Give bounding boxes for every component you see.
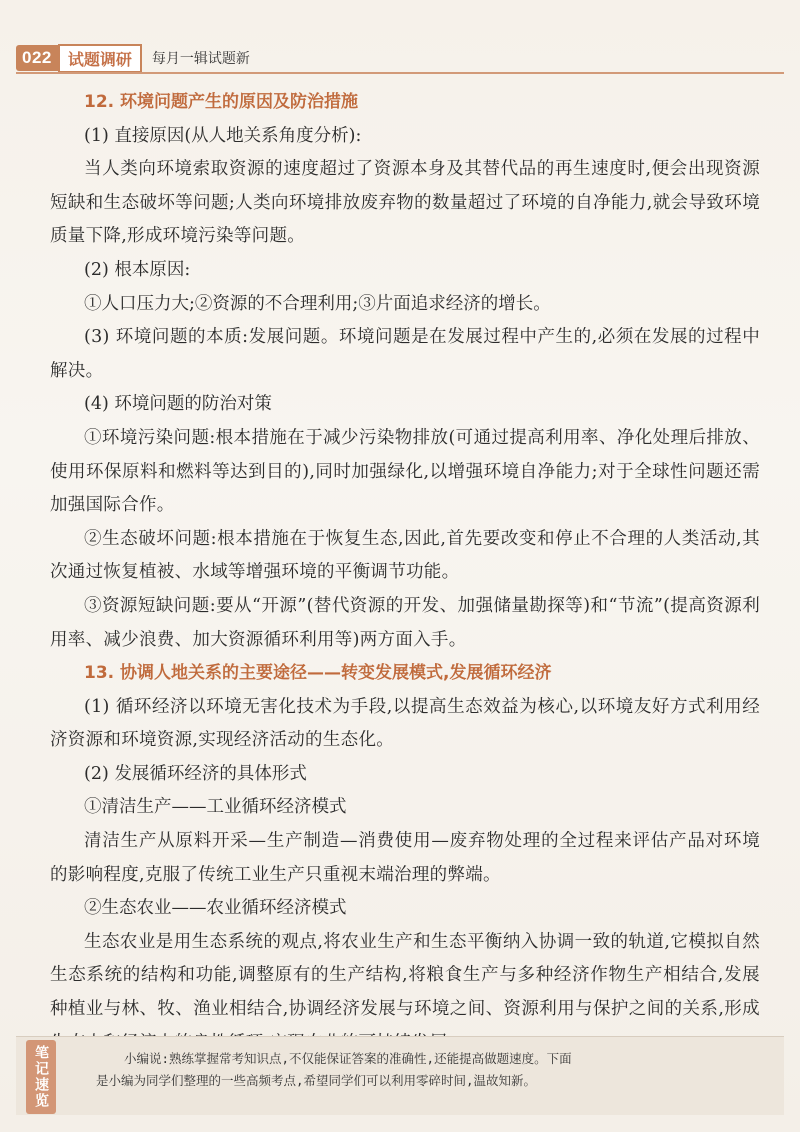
- page-header: [16, 44, 250, 72]
- paragraph: 清洁生产从原料开采—生产制造—消费使用—废弃物处理的全过程来评估产品对环境的影响程度,克服了传统工业生产只重视末端治理的弊端。: [50, 831, 760, 885]
- paragraph: 当人类向环境索取资源的速度超过了资源本身及其替代品的再生速度时,便会出现资源短缺和生态破坏等问题;人类向环境排放废弃物的数量超过了环境的自净能力,就会导致环境质量下降,形成环境污染等问题。: [50, 159, 760, 247]
- paragraph: ③资源短缺问题:要从“开源”(替代资源的开发、加强储量勘探等)和“节流”(提高资源利用率、减少浪费、加大资源循环利用等)两方面入手。: [50, 595, 760, 650]
- article-body: [50, 86, 760, 1060]
- paragraph: (4) 环境问题的防治对策: [84, 394, 272, 415]
- heading-13: 13. 协调人地关系的主要途径——转变发展模式,发展循环经济: [84, 663, 552, 684]
- notes-text: [96, 1048, 756, 1092]
- section-title: 试题调研: [58, 44, 142, 73]
- paragraph: ②生态破坏问题:根本措施在于恢复生态,因此,首先要改变和停止不合理的人类活动,其次通过恢复植被、水域等增强环境的平衡调节功能。: [50, 528, 760, 583]
- header-divider: [16, 72, 784, 74]
- paragraph: (3) 环境问题的本质:发展问题。环境问题是在发展过程中产生的,必须在发展的过程中解决。: [50, 327, 760, 381]
- paragraph: ①环境污染问题:根本措施在于减少污染物排放(可通过提高利用率、净化处理后排放、使用环保原料和燃料等达到目的),同时加强绿化,以增强环境自净能力;对于全球性问题还需加强国际合作。: [50, 427, 760, 516]
- note-line-1: 小编说:熟练掌握常考知识点,不仅能保证答案的准确性,还能提高做题速度。下面: [124, 1051, 572, 1066]
- paragraph: ②生态农业——农业循环经济模式: [84, 898, 347, 919]
- paragraph: (2) 发展循环经济的具体形式: [84, 763, 307, 784]
- paragraph: (2) 根本原因:: [84, 259, 191, 280]
- paragraph: ①人口压力大;②资源的不合理利用;③片面追求经济的增长。: [84, 293, 551, 314]
- page-number: 022: [16, 45, 58, 71]
- note-line-2: 是小编为同学们整理的一些高频考点,希望同学们可以利用零碎时间,温故知新。: [96, 1073, 537, 1088]
- heading-12: 12. 环境问题产生的原因及防治措施: [84, 92, 359, 112]
- paragraph: ①清洁生产——工业循环经济模式: [84, 797, 347, 818]
- series-title: 每月一辑试题新: [151, 51, 250, 67]
- paragraph: (1) 循环经济以环境无害化技术为手段,以提高生态效益为核心,以环境友好方式利用经济资源和环境资源,实现经济活动的生态化。: [50, 696, 760, 751]
- notes-tag: 笔记速览: [26, 1040, 56, 1114]
- paragraph: (1) 直接原因(从人地关系角度分析):: [84, 125, 362, 146]
- paragraph: 生态农业是用生态系统的观点,将农业生产和生态平衡纳入协调一致的轨道,它模拟自然生态系统的结构和功能,调整原有的生产结构,将粮食生产与多种经济作物生产相结合,发展种植业与林、牧、渔业相结合,协调经济发展与环境之间、资源利用与保护之间的关系,形成: [50, 931, 760, 1020]
